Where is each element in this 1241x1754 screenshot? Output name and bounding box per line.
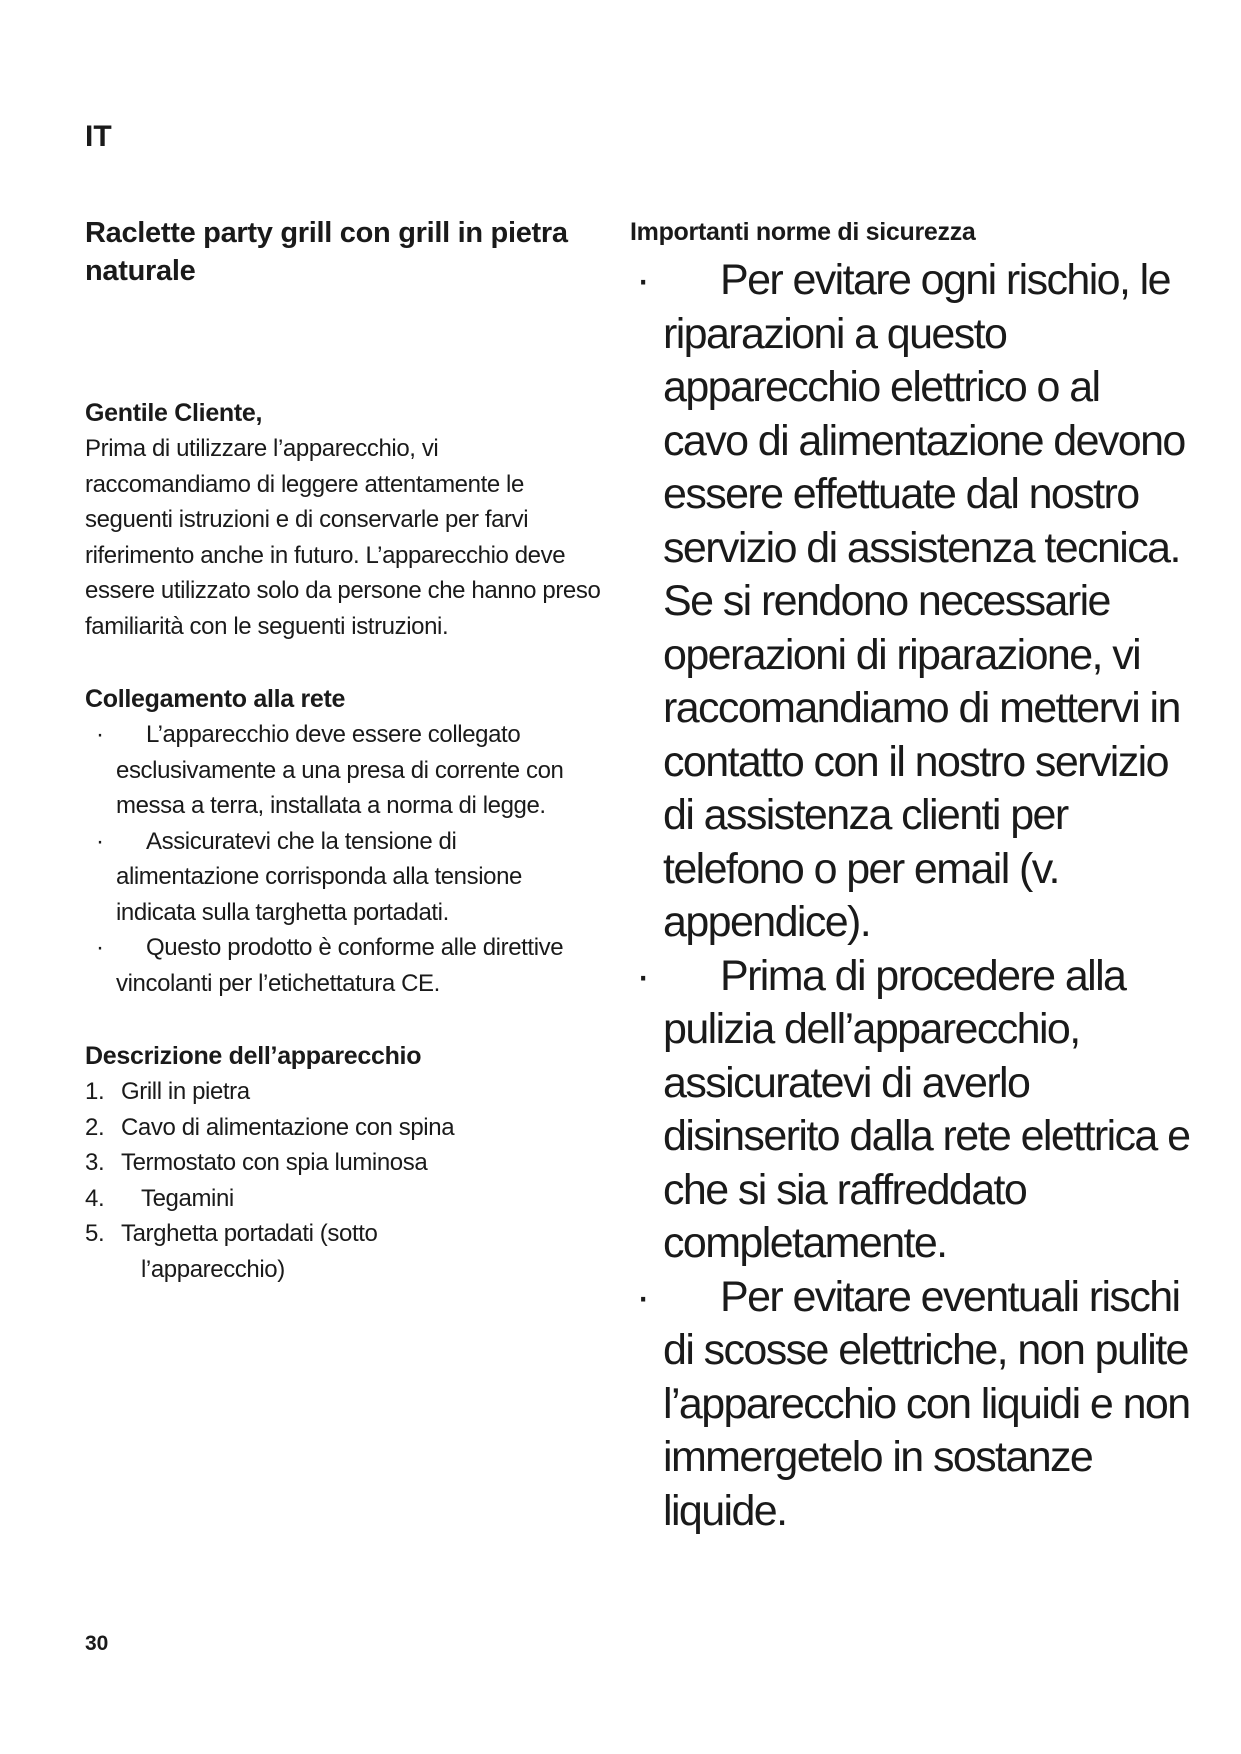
item-text: Tegamini	[141, 1184, 234, 1212]
safety-heading: Importanti norme di sicurezza	[630, 218, 976, 246]
list-item	[85, 717, 605, 824]
list-item	[630, 1271, 1190, 1539]
components-list	[85, 1074, 605, 1287]
list-item-text: Per evitare eventuali rischi di scosse elettriche, non pulite l’apparecchio con liquidi e non immergetelo in sostanze liquide.	[663, 1272, 1190, 1535]
left-column	[85, 214, 605, 1287]
item-text: Grill in pietra	[121, 1078, 250, 1105]
item-number: 5.	[85, 1220, 105, 1247]
description-section	[85, 1039, 605, 1287]
item-number: 3.	[85, 1149, 105, 1176]
item-text: Cavo di alimentazione con spina	[121, 1113, 455, 1141]
item-number: 2.	[85, 1113, 105, 1141]
item-number: 4.	[85, 1184, 105, 1212]
list-item	[85, 1110, 605, 1146]
list-item	[85, 1074, 605, 1110]
list-item	[85, 1145, 605, 1181]
document-title: Raclette party grill con grill in pietra naturale	[85, 217, 568, 287]
list-item-text: Questo prodotto è conforme alle direttive vincolanti per l’etichettatura CE.	[116, 934, 564, 997]
list-item-text: Assicuratevi che la tensione di alimentazione corrisponda alla tensione indicata sulla targhetta portadati.	[116, 827, 522, 926]
connection-section	[85, 682, 605, 1001]
item-text-continuation: l’apparecchio)	[141, 1255, 285, 1283]
language-code: IT	[85, 120, 112, 153]
greeting-text: Prima di utilizzare l’apparecchio, vi raccomandiamo di leggere attentamente le seguenti istruzioni e di conservarle per farvi riferimento anche in futuro. L’apparecchio deve essere utilizzato solo da persone che hanno preso familiarità con le seguenti istruzioni.	[85, 435, 601, 640]
bullet-icon: ·	[96, 721, 104, 748]
right-column	[630, 214, 1190, 1538]
bullet-icon: ·	[636, 1272, 649, 1321]
list-item-text: L’apparecchio deve essere collegato esclusivamente a una presa di corrente con messa a terra, installata a norma di legge.	[116, 721, 564, 819]
list-item	[630, 254, 1190, 950]
page-number: 30	[85, 1632, 109, 1655]
list-item	[85, 930, 605, 1001]
greeting-heading: Gentile Cliente,	[85, 399, 263, 427]
bullet-icon: ·	[96, 934, 104, 961]
bullet-icon: ·	[636, 951, 649, 1000]
description-heading: Descrizione dell’apparecchio	[85, 1042, 422, 1070]
list-item-text: Per evitare ogni rischio, le riparazioni a questo apparecchio elettrico o al cavo di alimentazione devono essere effettuate dal nostro servizio di assistenza tecnica. Se si rendono necessarie operazioni di riparazione, vi raccomandiamo di mettervi in contatto con il nostro servizio di assistenza clienti per telefono o per email (v. appendice).	[663, 256, 1185, 946]
item-number: 1.	[85, 1078, 105, 1105]
greeting-section	[85, 396, 605, 644]
list-item	[630, 950, 1190, 1271]
item-text: Targhetta portadati (sotto	[121, 1220, 378, 1247]
bullet-icon: ·	[636, 256, 649, 304]
item-text: Termostato con spia luminosa	[121, 1149, 428, 1176]
list-item	[85, 824, 605, 931]
bullet-icon: ·	[96, 827, 104, 855]
list-item-text: Prima di procedere alla pulizia dell’apparecchio, assicuratevi di averlo disinserito dalla rete elettrica e che si sia raffreddato completamente.	[663, 951, 1190, 1267]
list-item	[85, 1216, 605, 1287]
connection-list	[85, 717, 605, 1001]
safety-list	[630, 254, 1190, 1538]
list-item	[85, 1181, 605, 1217]
connection-heading: Collegamento alla rete	[85, 685, 346, 713]
